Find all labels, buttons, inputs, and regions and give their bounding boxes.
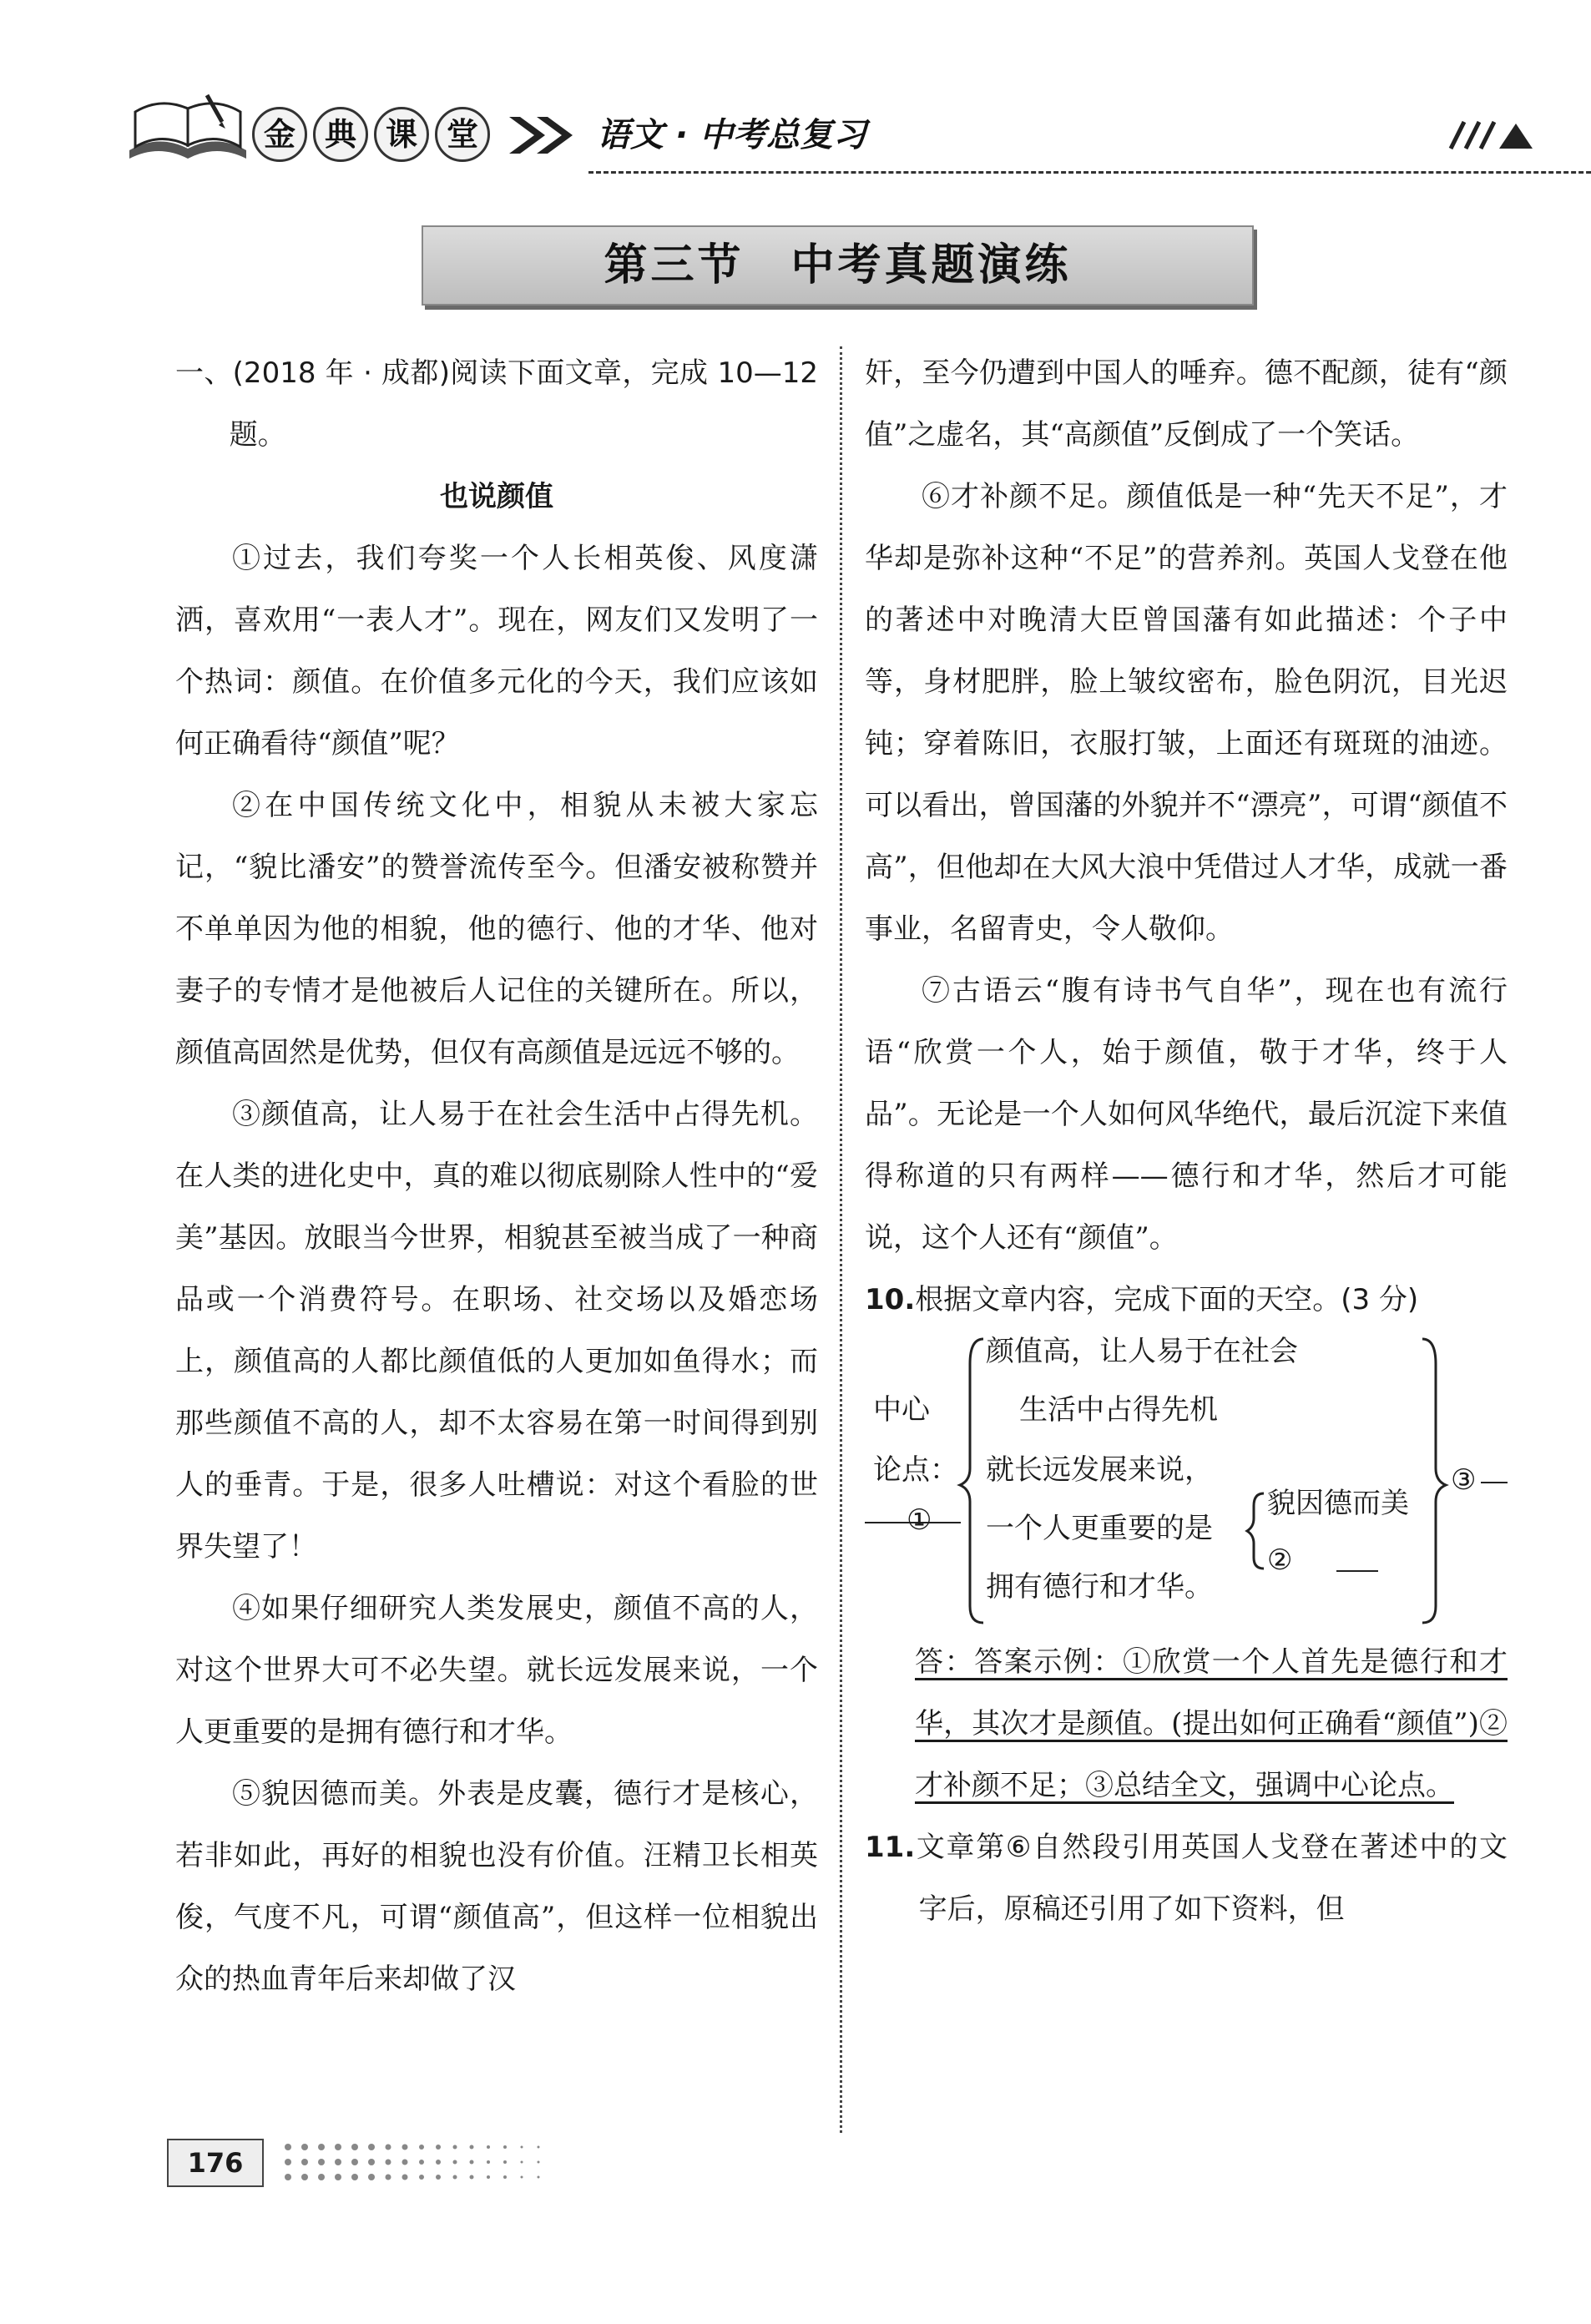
brand-char-4: 堂 <box>435 107 490 162</box>
page-number: 176 <box>167 2139 264 2187</box>
diagram-branch2-line1: 就长远发展来说， <box>986 1453 1213 1487</box>
paragraph-7: ⑦古语云“腹有诗书气自华”，现在也有流行语“欣赏一个人，始于颜值，敬于才华，终于人品”。无论是一个人如何风华绝代，最后沉淀下来值得称道的只有两样——德行和才华，然后才可能说，这个人还有“颜值”。 <box>865 974 1508 1255</box>
diagram-label-line1: 中心 <box>873 1393 930 1427</box>
question-10-number: 10. <box>865 1283 916 1316</box>
double-chevron-icon <box>505 110 588 160</box>
argument-diagram <box>865 1331 1508 1631</box>
article-title: 也说颜值 <box>440 480 553 513</box>
question-11-text: 文章第⑥自然段引用英国人戈登在著述中的文字后，原稿还引用了如下资料，但 <box>915 1831 1508 1926</box>
paragraph-1: ①过去，我们夸奖一个人长相英俊、风度潇洒，喜欢用“一表人才”。现在，网友们又发明了一个热词：颜值。在价值多元化的今天，我们应该如何正确看待“颜值”呢？ <box>175 542 818 760</box>
section-title: 第三节 中考真题演练 <box>422 225 1254 306</box>
question-10-text: 根据文章内容，完成下面的天空。(3 分) <box>915 1283 1419 1316</box>
diagram-branch1-line1: 颜值高，让人易于在社会 <box>986 1335 1298 1368</box>
left-column <box>175 342 818 2010</box>
subject-label: 语文 · 中考总复习 <box>597 116 867 154</box>
question-10-answer <box>865 1631 1508 1816</box>
question-11 <box>865 1816 1508 1940</box>
diagram-branch2-line3: 拥有德行和才华。 <box>986 1570 1213 1604</box>
diagram-blank-3: ③ <box>1451 1463 1477 1497</box>
brand-char-2: 典 <box>313 107 368 162</box>
column-divider <box>840 346 842 2133</box>
page-header <box>125 92 1511 184</box>
brand-char-3: 课 <box>374 107 429 162</box>
paragraph-2: ②在中国传统文化中，相貌从未被大家忘记，“貌比潘安”的赞誉流传至今。但潘安被称赞并不单单因为他的相貌，他的德行、他的才华、他对妻子的专情才是他被后人记住的关键所在。所以，颜值高固然是优势，但仅有高颜值是远远不够的。 <box>175 789 818 1069</box>
diagram-label-line2: 论点： <box>873 1453 958 1487</box>
paragraph-5-continued: 奸，至今仍遭到中国人的唾弃。德不配颜，徒有“颜值”之虚名，其“高颜值”反倒成了一个笑话。 <box>865 356 1508 452</box>
right-column <box>865 342 1508 1940</box>
brand-char-1: 金 <box>252 107 307 162</box>
footer-dot-pattern <box>280 2139 605 2185</box>
paragraph-5: ⑤貌因德而美。外表是皮囊，德行才是核心，若非如此，再好的相貌也没有价值。汪精卫长相英俊，气度不凡，可谓“颜值高”，但这样一位相貌出众的热血青年后来却做了汉 <box>175 1777 818 1996</box>
paragraph-3: ③颜值高，让人易于在社会生活中占得先机。在人类的进化史中，真的难以彻底剔除人性中的“爱美”基因。放眼当今世界，相貌甚至被当成了一种商品或一个消费符号。在职场、社交场以及婚恋场上，颜值高的人都比颜值低的人更加如鱼得水；而那些颜值不高的人，却不太容易在第一时间得到别人的垂青。于是，很多人吐槽说：对这个看脸的世界失望了！ <box>175 1098 818 1564</box>
header-divider <box>588 171 1591 174</box>
diagram-blank-2: ② <box>1267 1543 1293 1577</box>
open-book-icon <box>125 92 250 167</box>
question-11-number: 11. <box>865 1831 916 1864</box>
slash-triangle-icon <box>1444 119 1536 152</box>
paragraph-6: ⑥才补颜不足。颜值低是一种“先天不足”，才华却是弥补这种“不足”的营养剂。英国人戈登在他的著述中对晚清大臣曾国藩有如此描述：个子中等，身材肥胖，脸上皱纹密布，脸色阴沉，目光迟钝；穿着陈旧，衣服打皱，上面还有斑斑的油迹。可以看出，曾国藩的外貌并不“漂亮”，可谓“颜值不高”，但他却在大风大浪中凭借过人才华，成就一番事业，名留青史，令人敬仰。 <box>865 480 1508 946</box>
diagram-sub-1: 貌因德而美 <box>1267 1487 1409 1520</box>
question-intro: 一、(2018 年 · 成都)阅读下面文章，完成 10—12 题。 <box>175 356 818 452</box>
paragraph-4: ④如果仔细研究人类发展史，颜值不高的人，对这个世界大可不必失望。就长远发展来说，一个人更重要的是拥有德行和才华。 <box>175 1592 818 1749</box>
answer-text: 答：答案示例：①欣赏一个人首先是德行和才华，其次才是颜值。(提出如何正确看“颜值”)②才补颜不足；③总结全文，强调中心论点。 <box>915 1645 1508 1802</box>
diagram-branch2-line2: 一个人更重要的是 <box>986 1512 1213 1545</box>
diagram-branch1-line2: 生活中占得先机 <box>1019 1393 1218 1427</box>
diagram-blank-1: ① <box>907 1503 932 1537</box>
